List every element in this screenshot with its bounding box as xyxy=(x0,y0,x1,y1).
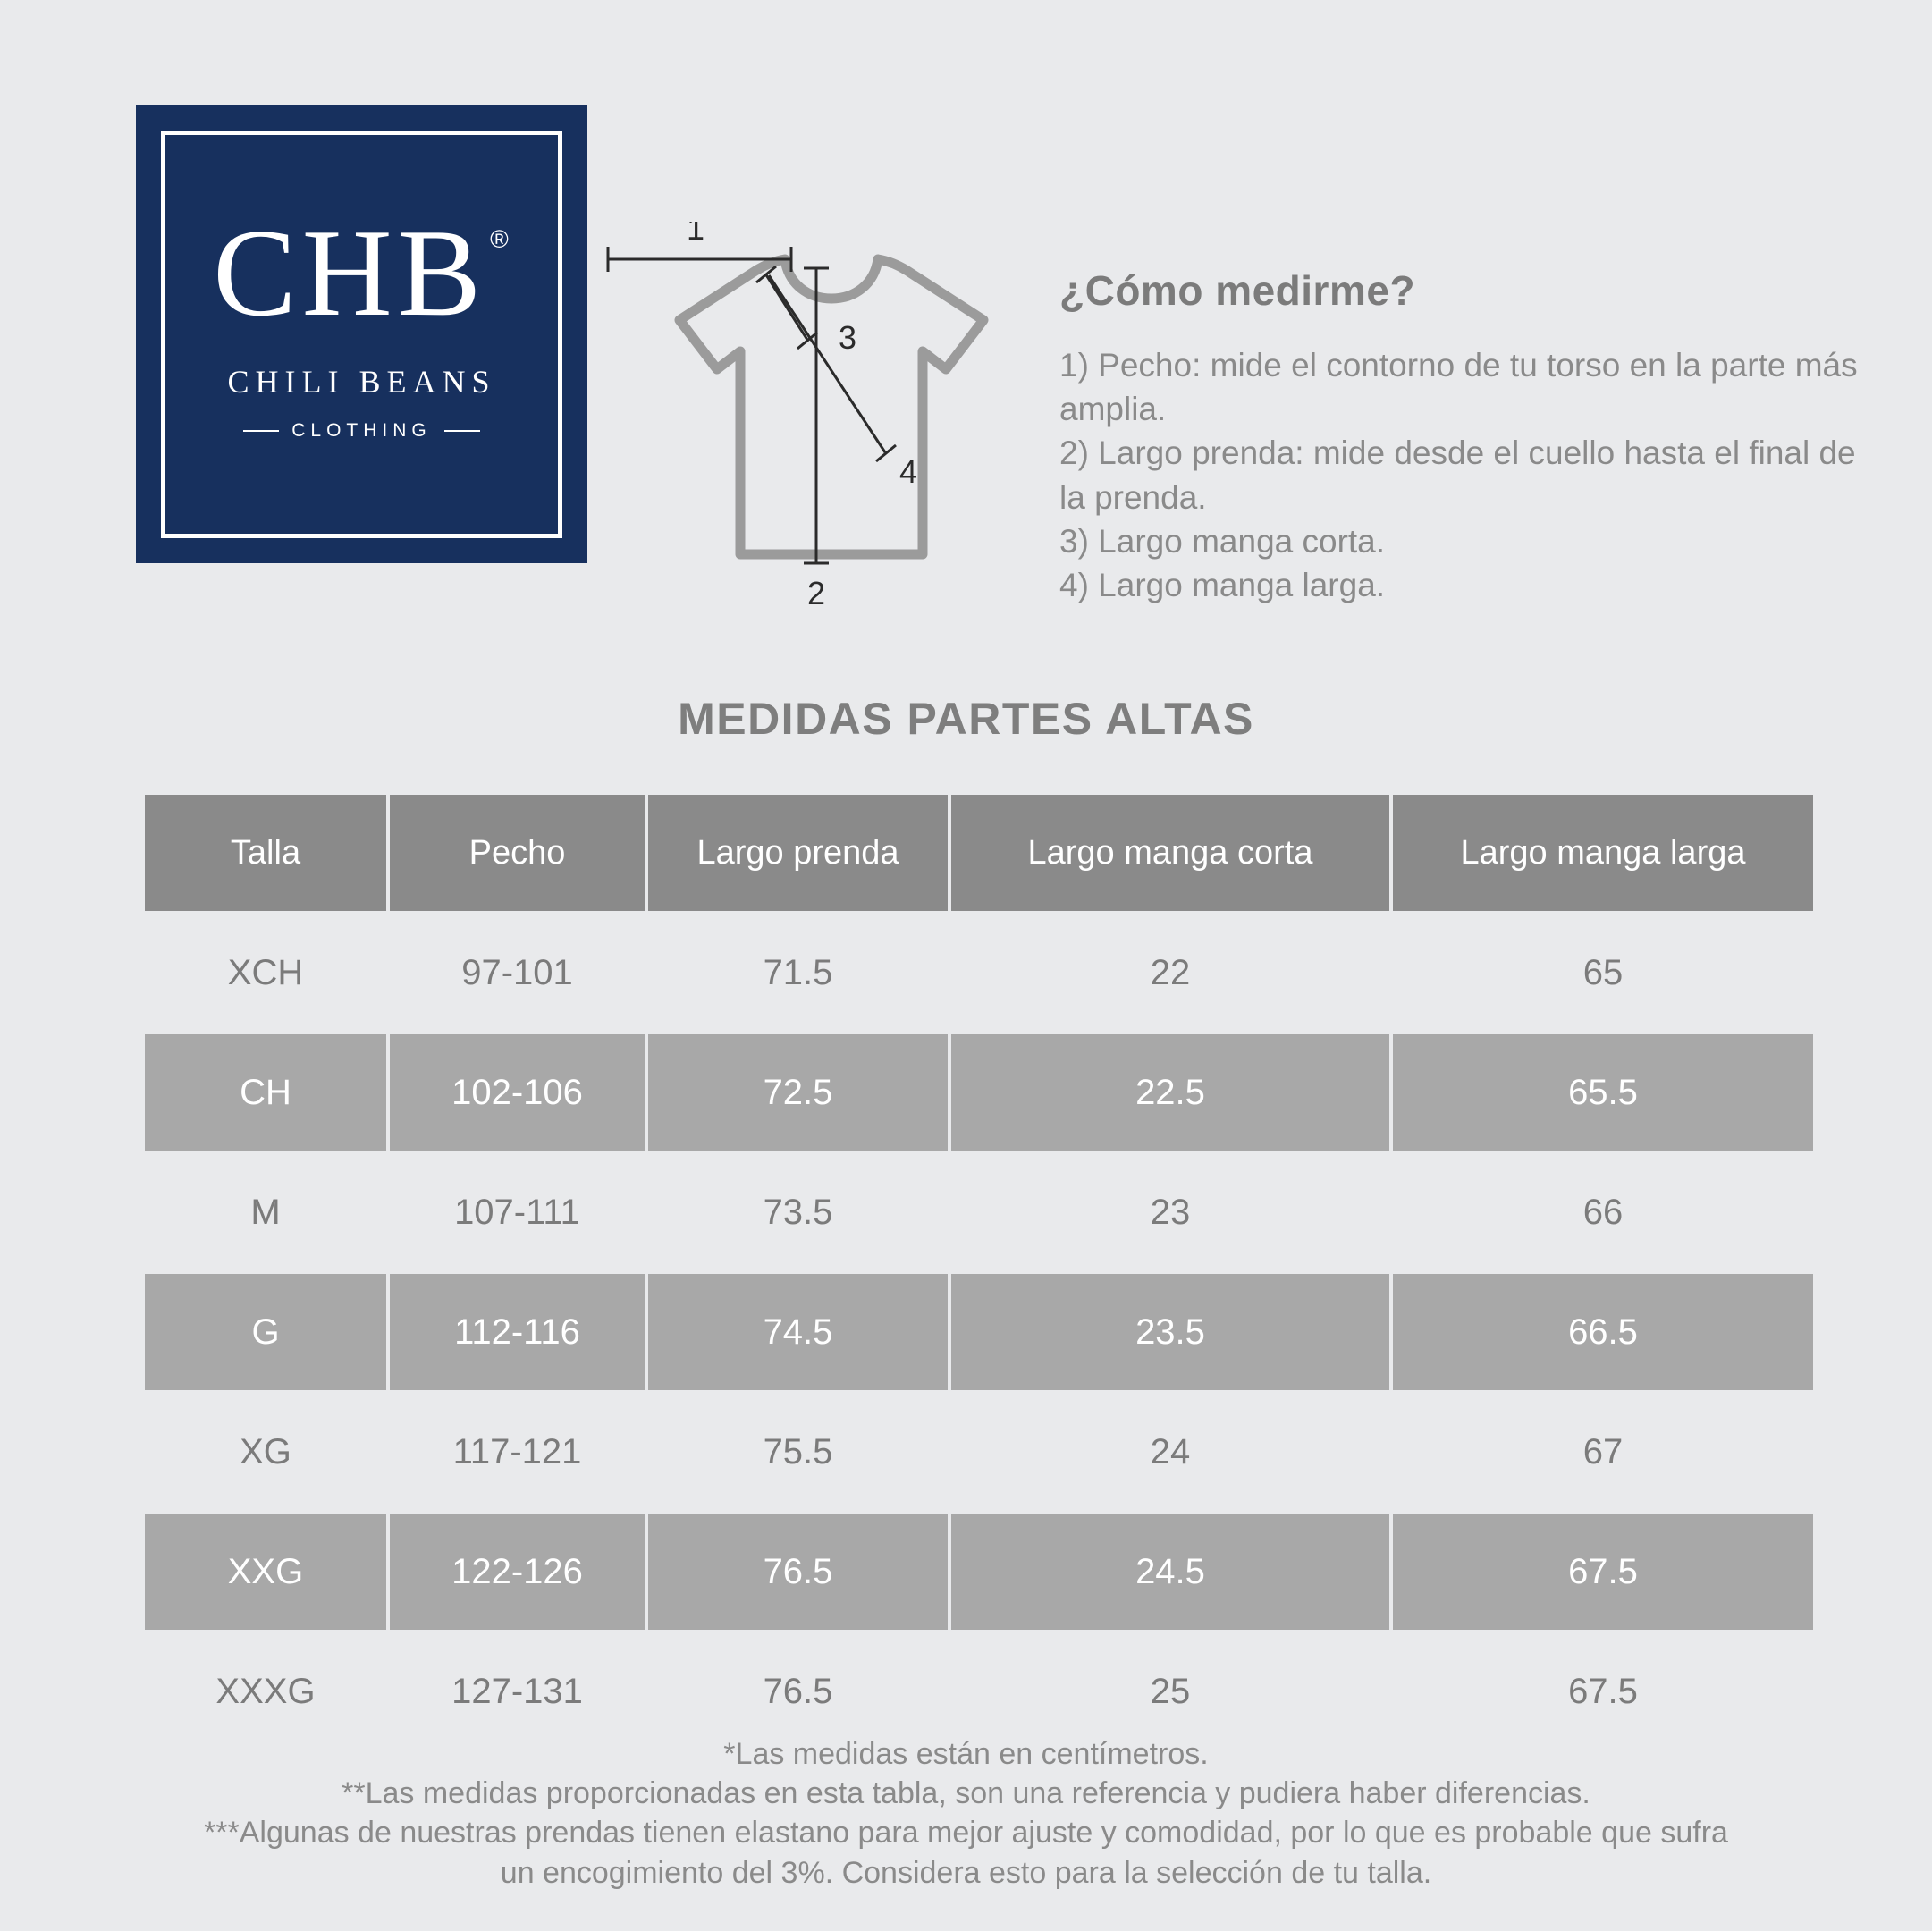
footnotes xyxy=(0,1734,1932,1893)
cell-largo-prenda: 72.5 xyxy=(648,1034,948,1151)
logo-initials-text: CHB xyxy=(213,204,487,342)
logo-brand-name: CHILI BEANS xyxy=(227,364,496,400)
table-row xyxy=(145,1394,1813,1510)
column-header-pecho: Pecho xyxy=(390,795,645,911)
cell-talla: XCH xyxy=(227,952,304,992)
long-sleeve-cap-bottom xyxy=(876,445,896,461)
cell-pecho: 112-116 xyxy=(390,1274,645,1390)
table-row xyxy=(145,1514,1813,1630)
how-to-measure-list xyxy=(1059,343,1864,607)
cell-talla: XXXG xyxy=(215,1671,316,1711)
column-header-manga-larga: Largo manga larga xyxy=(1393,795,1813,911)
logo-subtitle-row xyxy=(136,420,587,442)
cell-largo-prenda: 75.5 xyxy=(763,1431,833,1471)
column-header-largo-prenda: Largo prenda xyxy=(648,795,948,911)
header-section xyxy=(0,105,1932,611)
cell-pecho: 107-111 xyxy=(454,1192,580,1232)
cell-manga-larga: 67 xyxy=(1582,1431,1624,1471)
long-sleeve-dim-label: 4 xyxy=(899,453,918,490)
cell-manga-corta: 24.5 xyxy=(951,1514,1389,1630)
how-to-measure-title: ¿Cómo medirme? xyxy=(1059,267,1416,314)
how-to-measure-section xyxy=(1059,266,1864,607)
logo-text xyxy=(136,204,587,442)
short-sleeve-dim-label: 3 xyxy=(838,319,857,356)
brand-logo xyxy=(136,105,587,563)
footnote-2: **Las medidas proporcionadas en esta tabla, son una referencia y pudiera haber diferencias. xyxy=(342,1776,1590,1811)
footnote-3: ***Algunas de nuestras prendas tienen elastano para mejor ajuste y comodidad, por lo que es probable que sufra xyxy=(204,1816,1728,1851)
logo-rule-left xyxy=(243,430,279,432)
how-to-item-3: 3) Largo manga corta. xyxy=(1059,522,1386,560)
cell-pecho: 127-131 xyxy=(451,1671,583,1711)
column-header-talla: Talla xyxy=(145,795,386,911)
how-to-item-1: 1) Pecho: mide el contorno de tu torso en la parte más amplia. xyxy=(1059,347,1858,428)
cell-largo-prenda: 76.5 xyxy=(763,1671,833,1711)
tshirt-diagram xyxy=(590,222,1055,642)
tshirt-outline xyxy=(679,259,983,554)
table-row xyxy=(145,915,1813,1031)
footnote-4: un encogimiento del 3%. Considera esto para la selección de tu talla. xyxy=(500,1855,1432,1890)
cell-largo-prenda: 73.5 xyxy=(763,1192,833,1232)
cell-manga-larga: 66.5 xyxy=(1393,1274,1813,1390)
length-dim-label: 2 xyxy=(806,575,826,611)
cell-manga-corta: 23 xyxy=(1150,1192,1191,1232)
cell-manga-corta: 22 xyxy=(1150,952,1191,992)
cell-pecho: 102-106 xyxy=(390,1034,645,1151)
cell-manga-corta: 22.5 xyxy=(951,1034,1389,1151)
cell-talla: XG xyxy=(240,1431,291,1471)
chest-dim-label: 1 xyxy=(686,222,705,247)
table-row xyxy=(145,1154,1813,1270)
cell-pecho: 117-121 xyxy=(452,1431,582,1471)
how-to-item-2: 2) Largo prenda: mide desde el cuello hasta el final de la prenda. xyxy=(1059,434,1856,516)
cell-pecho: 97-101 xyxy=(461,952,573,992)
column-header-manga-corta: Largo manga corta xyxy=(951,795,1389,911)
cell-manga-larga: 67.5 xyxy=(1568,1671,1638,1711)
cell-largo-prenda: 74.5 xyxy=(648,1274,948,1390)
cell-manga-larga: 67.5 xyxy=(1393,1514,1813,1630)
cell-manga-larga: 65 xyxy=(1582,952,1624,992)
registered-mark: ® xyxy=(490,225,514,253)
cell-talla: M xyxy=(250,1192,281,1232)
how-to-item-4: 4) Largo manga larga. xyxy=(1059,567,1386,604)
cell-largo-prenda: 76.5 xyxy=(648,1514,948,1630)
cell-talla: XXG xyxy=(145,1514,386,1630)
cell-largo-prenda: 71.5 xyxy=(763,952,833,992)
table-header-row xyxy=(145,795,1813,911)
table-row xyxy=(145,1274,1813,1390)
logo-initials xyxy=(213,204,514,342)
cell-manga-corta: 24 xyxy=(1150,1431,1191,1471)
cell-talla: G xyxy=(145,1274,386,1390)
logo-rule-right xyxy=(444,430,480,432)
cell-talla: CH xyxy=(145,1034,386,1151)
cell-manga-larga: 65.5 xyxy=(1393,1034,1813,1151)
cell-manga-corta: 23.5 xyxy=(951,1274,1389,1390)
logo-subtitle: CLOTHING xyxy=(291,420,432,441)
size-table xyxy=(141,791,1817,1753)
footnote-1: *Las medidas están en centímetros. xyxy=(723,1737,1209,1771)
table-row xyxy=(145,1034,1813,1151)
cell-pecho: 122-126 xyxy=(390,1514,645,1630)
cell-manga-corta: 25 xyxy=(1150,1671,1191,1711)
cell-manga-larga: 66 xyxy=(1582,1192,1624,1232)
table-title: MEDIDAS PARTES ALTAS xyxy=(678,694,1254,744)
table-row xyxy=(145,1633,1813,1750)
